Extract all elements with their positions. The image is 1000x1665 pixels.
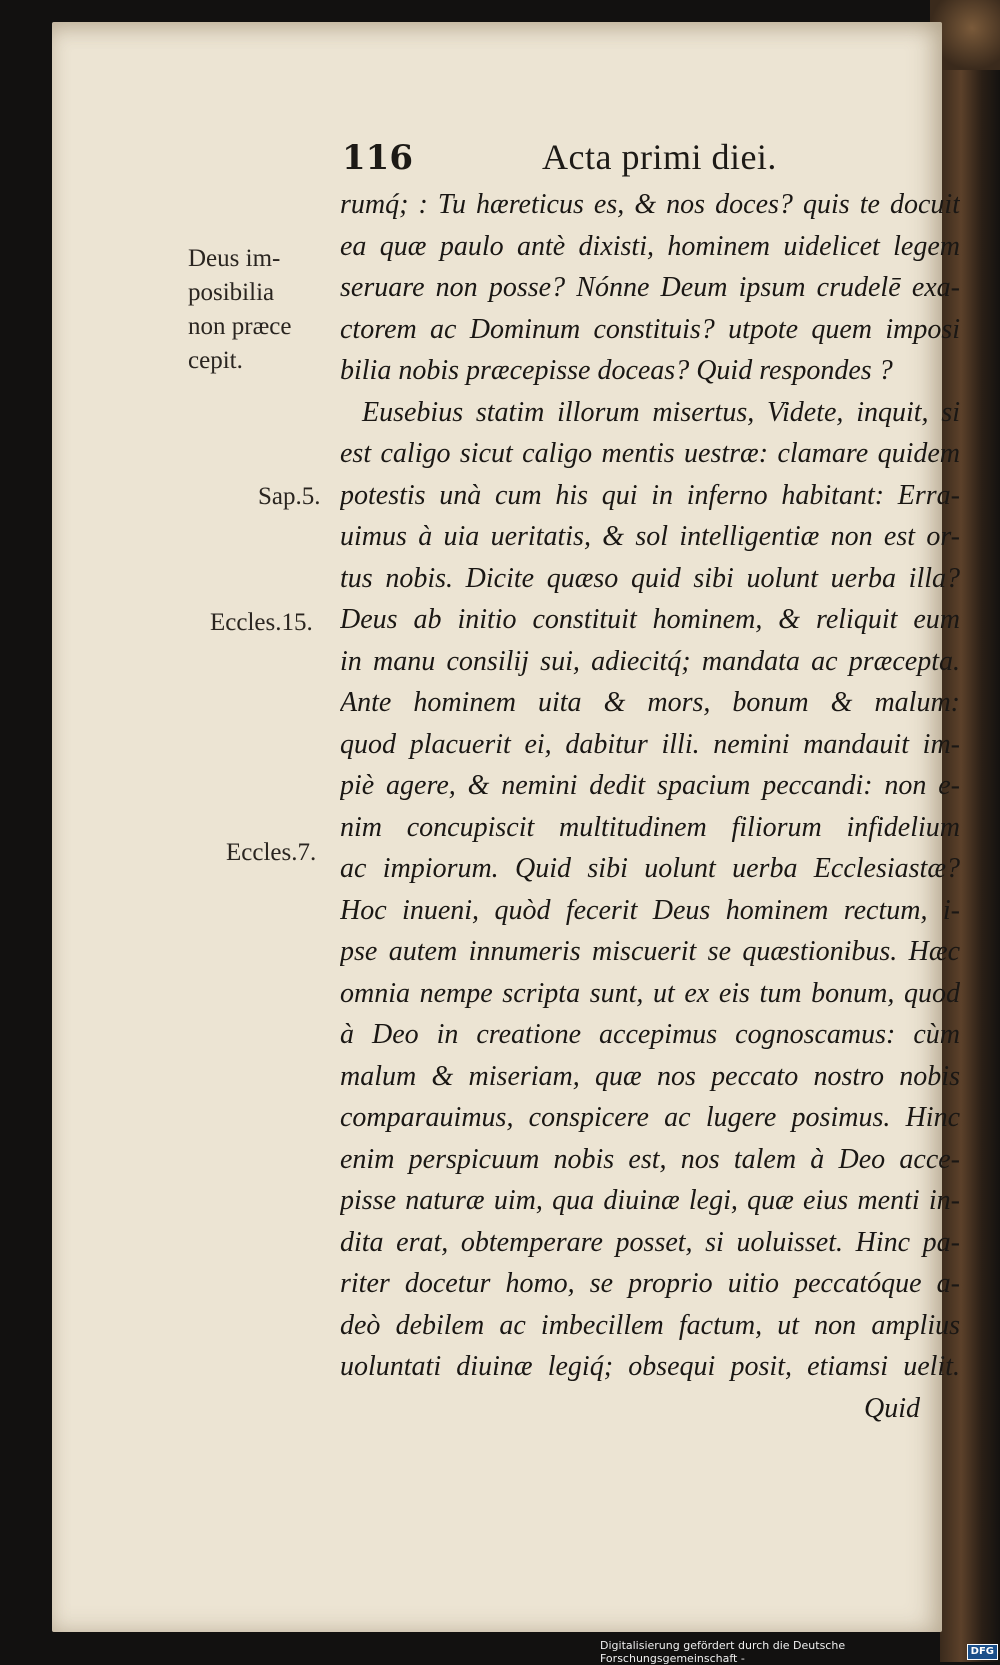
margin-note-eccles-15: Eccles.15.	[210, 609, 313, 636]
page-header	[342, 132, 842, 182]
text-line: quod placuerit ei, dabitur illi. nemini mandauit im-	[340, 728, 960, 760]
dfg-logo: DFG	[967, 1644, 998, 1660]
text-line: pisse naturæ uim, qua diuinæ legi, quæ eius menti in-	[340, 1185, 960, 1216]
text-line: est caligo sicut caligo mentis uestræ: clamare quidem	[340, 438, 960, 469]
running-head: Acta primi diei.	[542, 137, 777, 177]
text-line: enim perspicuum nobis est, nos talem à Deo acce-	[340, 1143, 960, 1175]
credit-text: Digitalisierung gefördert durch die Deutsche Forschungsgemeinschaft -	[600, 1639, 846, 1665]
digitization-credit	[600, 1639, 998, 1665]
text-line: uoluntati diuinæ legiq́; obsequi posit, etiamsi uelit.	[340, 1351, 960, 1382]
text-line: ea quæ paulo antè dixisti, hominem uidelicet legem	[340, 230, 960, 262]
margin-note-deus-impossibilia: Deus im- posibilia non præce cepit.	[188, 245, 292, 374]
text-line: ctorem ac Dominum constituis? utpote quem imposi	[340, 313, 960, 345]
text-line: bilia nobis præcepisse doceas? Quid respondes ?	[340, 355, 893, 386]
text-line: malum & miseriam, quæ nos peccato nostro nobis	[340, 1060, 960, 1092]
text-line: potestis unà cum his qui in inferno habitant: Erra-	[340, 479, 960, 511]
text-line: nim concupiscit multitudinem filiorum infidelium	[340, 811, 960, 843]
text-line: rumq́; : Tu hæreticus es, & nos doces? quis te docuit	[340, 189, 960, 220]
text-line: Deus ab initio constituit hominem, & reliquit eum	[340, 604, 960, 635]
text-line: Eusebius statim illorum misertus, Videte, inquit, si	[362, 396, 960, 428]
text-line: piè agere, & nemini dedit spacium peccandi: non e-	[340, 770, 960, 801]
text-line: tus nobis. Dicite quæso quid sibi uolunt uerba illa?	[340, 562, 960, 594]
text-line: comparauimus, conspicere ac lugere posimus. Hinc	[340, 1102, 960, 1133]
text-line: Ante hominem uita & mors, bonum & malum:	[340, 687, 960, 718]
margin-note-eccles-7: Eccles.7.	[226, 839, 317, 866]
text-line: deò debilem ac imbecillem factum, ut non amplius	[340, 1309, 960, 1341]
text-line: dita erat, obtemperare posset, si uoluisset. Hinc pa-	[340, 1226, 960, 1258]
catchword: Quid	[864, 1392, 920, 1424]
text-line: in manu consilij sui, adiecitq́; mandata ac præcepta.	[340, 645, 960, 677]
text-line: seruare non posse? Nónne Deum ipsum crudelē exa-	[340, 272, 960, 303]
body-text	[340, 184, 960, 1429]
text-line: ac impiorum. Quid sibi uolunt uerba Ecclesiastæ?	[340, 853, 960, 884]
text-line: à Deo in creatione accepimus cognoscamus: cùm	[340, 1019, 960, 1050]
text-line: pse autem innumeris miscuerit se quæstionibus. Hæc	[340, 936, 960, 967]
text-line: omnia nempe scripta sunt, ut ex eis tum bonum, quod	[340, 977, 960, 1009]
text-line: riter docetur homo, se proprio uitio peccatóque a-	[340, 1268, 960, 1299]
page-number: 116	[342, 138, 413, 178]
text-line: uimus à uia ueritatis, & sol intelligentiæ non est or-	[340, 521, 960, 552]
margin-note-sap: Sap.5.	[258, 483, 321, 510]
text-line: Hoc inueni, quòd fecerit Deus hominem rectum, i-	[340, 894, 960, 926]
